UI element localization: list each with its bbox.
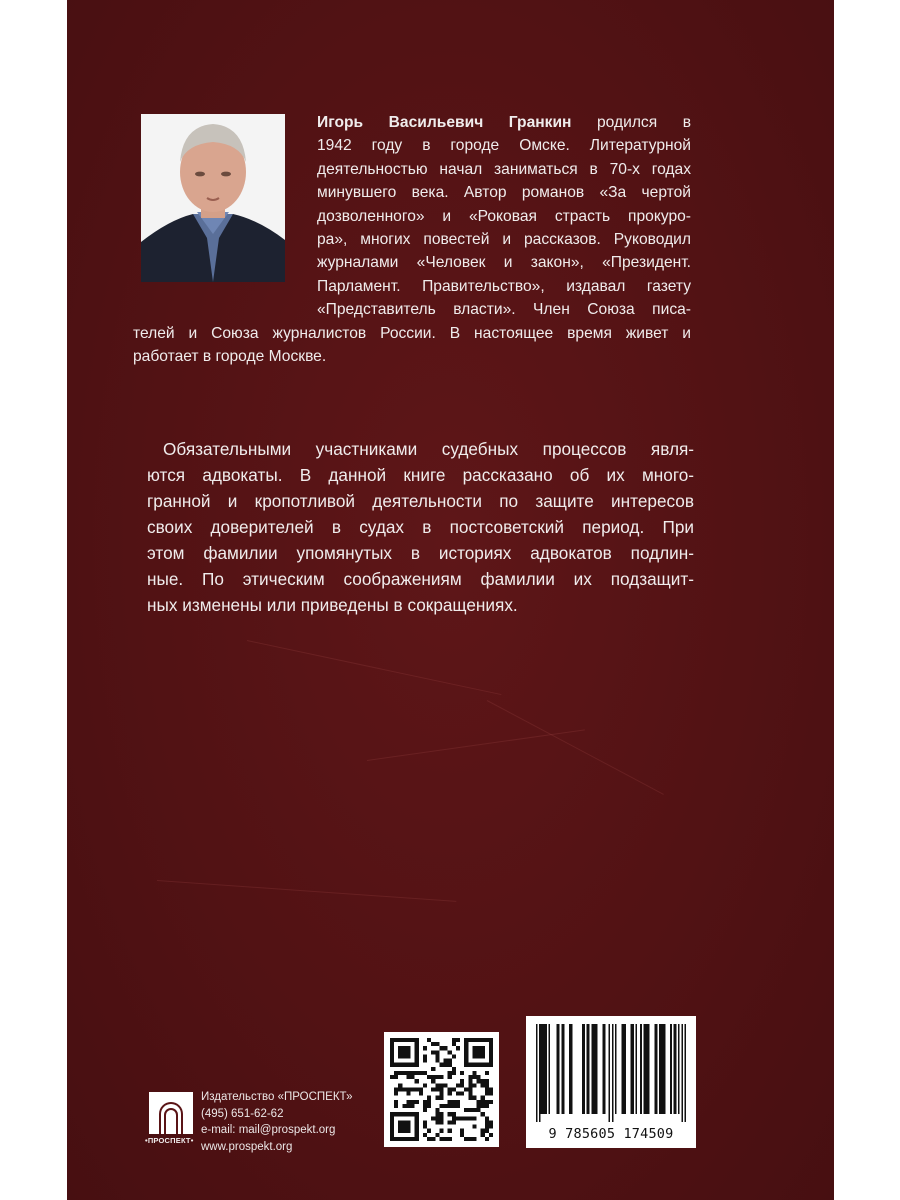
bio-line: «Представитель власти». Член Союза писа- <box>317 301 691 319</box>
cover-texture-scratch <box>157 880 456 902</box>
isbn-number: 9 785605 174509 <box>548 1126 674 1142</box>
qr-code <box>384 1032 499 1147</box>
author-bio <box>133 111 691 368</box>
publisher-contacts <box>201 1089 352 1155</box>
bio-line: журналами «Человек и закон», «Президент. <box>317 254 691 272</box>
author-portrait-icon <box>141 114 285 282</box>
annotation-line: ных изменены или приведены в сокращениях. <box>147 595 518 615</box>
annotation-line: гранной и кропотливой деятельности по защите интересов <box>147 491 694 511</box>
book-back-cover <box>67 0 834 1200</box>
annotation-line: ные. По этическим соображениям фамилии их подзащит- <box>147 569 694 589</box>
publisher-phone: (495) 651-62-62 <box>201 1107 284 1120</box>
bio-line: дозволенного» и «Роковая страсть прокуро- <box>317 207 691 225</box>
bio-line: 1942 году в городе Омске. Литературной <box>317 137 691 155</box>
bio-line: ра», многих повестей и рассказов. Руководил <box>317 231 691 249</box>
bio-line: телей и Союза журналистов России. В настоящее время живет и <box>133 324 691 342</box>
logo-arch-inner <box>164 1108 178 1134</box>
book-annotation <box>147 436 694 618</box>
isbn-barcode <box>526 1016 696 1148</box>
bio-line: работает в городе Москве. <box>133 348 327 366</box>
bio-line-text: родился в <box>571 114 691 131</box>
annotation-line: своих доверителей в судах в постсоветский период. При <box>147 517 694 537</box>
cover-texture-scratch <box>487 700 664 795</box>
bio-line: минувшего века. Автор романов «За чертой <box>317 184 691 202</box>
publisher-logo <box>145 1092 197 1148</box>
author-photo <box>141 114 285 282</box>
author-name: Игорь Васильевич Гранкин <box>317 114 572 131</box>
cover-texture-scratch <box>247 640 502 695</box>
bio-line <box>317 111 691 134</box>
annotation-line: ются адвокаты. В данной книге рассказано об их много- <box>147 465 694 485</box>
bio-line: деятельностью начал заниматься в 70-х годах <box>317 160 691 178</box>
bio-line: Парламент. Правительство», издавал газету <box>317 277 691 295</box>
annotation-line: Обязательными участниками судебных процессов явля- <box>163 439 694 459</box>
logo-caption: •ПРОСПЕКТ• <box>145 1136 194 1145</box>
publisher-website: www.prospekt.org <box>201 1140 293 1153</box>
qr-code-icon <box>390 1038 493 1141</box>
annotation-line: этом фамилии упомянутых в историях адвокатов подлин- <box>147 543 694 563</box>
ean13-barcode-icon <box>536 1024 686 1122</box>
publisher-email: e-mail: mail@prospekt.org <box>201 1124 336 1136</box>
publisher-name: Издательство «ПРОСПЕКТ» <box>201 1091 353 1103</box>
